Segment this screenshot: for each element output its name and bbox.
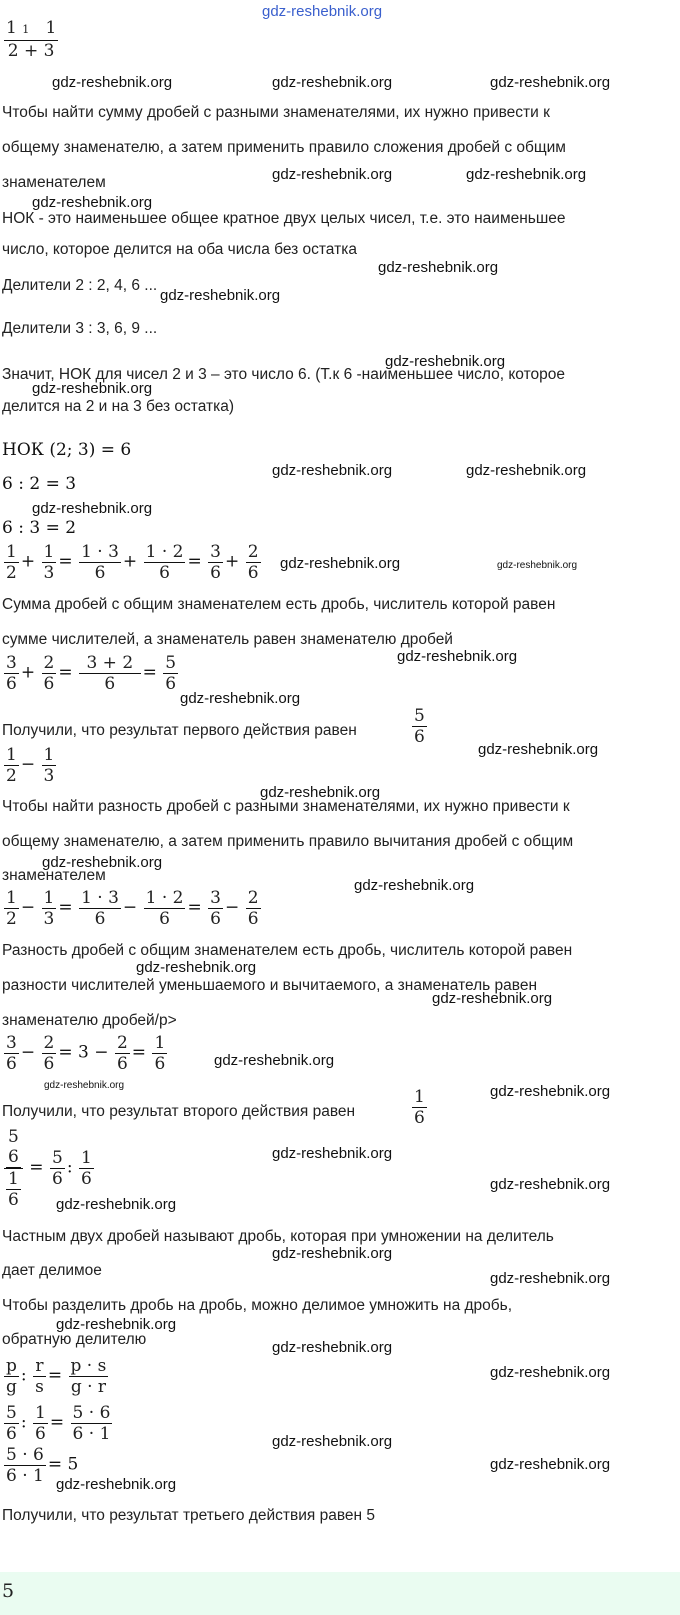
paragraph: Частным двух дробей называют дробь, которая при умножении на делитель xyxy=(2,1228,554,1245)
watermark: gdz-reshebnik.org xyxy=(32,380,153,397)
watermark: gdz-reshebnik.org xyxy=(272,1433,393,1450)
watermark: gdz-reshebnik.org xyxy=(466,462,587,479)
watermark: gdz-reshebnik.org xyxy=(214,1052,335,1069)
paragraph: дает делимое xyxy=(2,1262,102,1279)
math-result-2: $\frac{1}{6}$ xyxy=(414,1087,425,1128)
paragraph: сумме числителей, а знаменатель равен знаменателю дробей xyxy=(2,631,453,648)
math-diff-start: $\frac{1}{2}$ − $\frac{1}{3}$ xyxy=(6,745,55,786)
paragraph: знаменателем xyxy=(2,867,106,884)
watermark: gdz-reshebnik.org xyxy=(260,784,381,801)
math-diff-expand: $\frac{1}{2}$ − $\frac{1}{3}$ = $\frac{1 \cdot 3}{6}$ − $\frac{1 \cdot 2}{6}$ = $\frac{3}{6}$ − $\frac{2}{6}$ xyxy=(6,888,259,929)
math-sum-expand: $\frac{1}{2}$ + $\frac{1}{3}$ = $\frac{1 \cdot 3}{6}$ + $\frac{1 \cdot 2}{6}$ = $\frac{3}{6}$ + $\frac{2}{6}$ xyxy=(6,542,259,583)
watermark: gdz-reshebnik.org xyxy=(490,1176,611,1193)
watermark: gdz-reshebnik.org xyxy=(466,166,587,183)
paragraph: Чтобы разделить дробь на дробь, можно делимое умножить на дробь, xyxy=(2,1297,513,1314)
watermark: gdz-reshebnik.org xyxy=(478,741,599,758)
math-div1: 6 : 2 = 3 xyxy=(2,474,77,494)
paragraph: Делители 2 : 2, 4, 6 ... xyxy=(2,277,158,294)
paragraph: Сумма дробей с общим знаменателем есть дробь, числитель которой равен xyxy=(2,596,556,613)
watermark: gdz-reshebnik.org xyxy=(397,648,518,665)
paragraph: знаменателем xyxy=(2,174,106,191)
watermark: gdz-reshebnik.org xyxy=(180,690,301,707)
paragraph: НОК - это наименьшее общее кратное двух целых чисел, т.е. это наименьшее xyxy=(2,210,566,227)
watermark: gdz-reshebnik.org xyxy=(490,1364,611,1381)
paragraph: число, которое делится на оба числа без остатка xyxy=(2,241,357,258)
watermark: gdz-reshebnik.org xyxy=(272,1245,393,1262)
watermark: gdz-reshebnik.org xyxy=(280,555,401,572)
watermark: gdz-reshebnik.org xyxy=(385,353,506,370)
paragraph: знаменателю дробей/р> xyxy=(2,1012,177,1029)
math-result-1: $\frac{5}{6}$ xyxy=(414,706,425,747)
paragraph: Разность дробей с общим знаменателем есть дробь, числитель которой равен xyxy=(2,942,573,959)
watermark: gdz-reshebnik.org xyxy=(56,1476,177,1493)
watermark: gdz-reshebnik.org xyxy=(432,990,553,1007)
math-diff-result: $\frac{3}{6}$ − $\frac{2}{6}$ = 3 − $\frac{2}{6}$ = $\frac{1}{6}$ xyxy=(6,1033,166,1074)
math-quot-result: $\frac{5 \cdot 6}{6 \cdot 1}$ = 5 xyxy=(6,1445,79,1486)
watermark: gdz-reshebnik.org xyxy=(378,259,499,276)
watermark: gdz-reshebnik.org xyxy=(490,1456,611,1473)
watermark: gdz-reshebnik.org xyxy=(44,1080,125,1091)
watermark: gdz-reshebnik.org xyxy=(272,1145,393,1162)
answer-box xyxy=(0,1572,680,1615)
math-sum-top: $\frac{1 1 1}{2 + 3}$ xyxy=(6,18,57,61)
math-rule: $\frac{p}{g}$ : $\frac{r}{s}$ = $\frac{p \cdot s}{g \cdot r}$ xyxy=(6,1356,107,1397)
answer-value: 5 xyxy=(2,1580,15,1602)
watermark: gdz-reshebnik.org xyxy=(136,959,257,976)
watermark: gdz-reshebnik.org xyxy=(272,166,393,183)
watermark: gdz-reshebnik.org xyxy=(272,74,393,91)
watermark: gdz-reshebnik.org xyxy=(354,877,475,894)
math-quot-expand: $\frac{5}{6}$ : $\frac{1}{6}$ = $\frac{5 \cdot 6}{6 \cdot 1}$ xyxy=(6,1403,111,1444)
paragraph: Получили, что результат третьего действия равен 5 xyxy=(2,1507,375,1524)
watermark: gdz-reshebnik.org xyxy=(32,500,153,517)
paragraph: Значит, НОК для чисел 2 и 3 – это число 6. (Т.к 6 -наименьшее число, которое xyxy=(2,366,565,383)
watermark: gdz-reshebnik.org xyxy=(272,462,393,479)
paragraph: Чтобы найти сумму дробей с разными знаменателями, их нужно привести к xyxy=(2,104,550,121)
watermark: gdz-reshebnik.org xyxy=(272,1339,393,1356)
math-nok: НОК (2; 3) = 6 xyxy=(2,440,132,460)
watermark: gdz-reshebnik.org xyxy=(32,194,153,211)
watermark: gdz-reshebnik.org xyxy=(42,854,163,871)
paragraph: Делители 3 : 3, 6, 9 ... xyxy=(2,320,158,337)
watermark: gdz-reshebnik.org xyxy=(52,74,173,91)
paragraph: Получили, что результат второго действия равен xyxy=(2,1103,356,1120)
paragraph: Получили, что результат первого действия равен xyxy=(2,722,357,739)
watermark: gdz-reshebnik.org xyxy=(490,1270,611,1287)
watermark: gdz-reshebnik.org xyxy=(262,3,383,20)
watermark: gdz-reshebnik.org xyxy=(56,1196,177,1213)
paragraph: общему знаменателю, а затем применить правило вычитания дробей с общим xyxy=(2,833,574,850)
math-quot-start: 5 6 1 6 = $\frac{5}{6}$ : $\frac{1}{6}$ xyxy=(2,1127,96,1210)
watermark: gdz-reshebnik.org xyxy=(490,74,611,91)
watermark: gdz-reshebnik.org xyxy=(56,1316,177,1333)
watermark: gdz-reshebnik.org xyxy=(497,560,578,571)
watermark: gdz-reshebnik.org xyxy=(160,287,281,304)
paragraph: делится на 2 и на 3 без остатка) xyxy=(2,398,234,415)
math-div2: 6 : 3 = 2 xyxy=(2,518,77,538)
paragraph: разности числителей уменьшаемого и вычитаемого, а знаменатель равен xyxy=(2,977,538,994)
watermark: gdz-reshebnik.org xyxy=(490,1083,611,1100)
paragraph: общему знаменателю, а затем применить правило сложения дробей с общим xyxy=(2,139,566,156)
math-sum-result: $\frac{3}{6}$ + $\frac{2}{6}$ = $\frac{3 + 2}{6}$ = $\frac{5}{6}$ xyxy=(6,653,177,694)
paragraph: обратную делителю xyxy=(2,1331,147,1348)
paragraph: Чтобы найти разность дробей с разными знаменателями, их нужно привести к xyxy=(2,798,570,815)
